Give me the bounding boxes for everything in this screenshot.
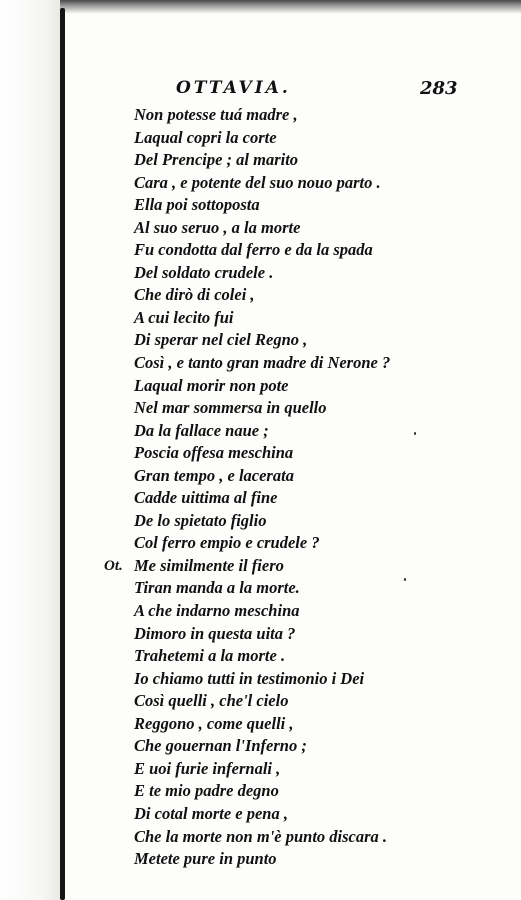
verse-line	[0, 194, 521, 217]
verse-line	[0, 127, 521, 150]
verse-line-text: Reggono , come quelli ,	[134, 713, 294, 733]
verse-line-text: Io chiamo tutti in testimonio i Dei	[134, 668, 365, 688]
verse-line	[0, 713, 521, 736]
verse-line-text: Trahetemi a la morte .	[134, 646, 286, 666]
verse-line-text: Poscia offesa meschina	[134, 443, 294, 463]
verse-line-text: Col ferro empio e crudele ?	[134, 533, 320, 553]
verse-line	[0, 172, 521, 195]
verse-line	[0, 803, 521, 826]
verse-line-text: Gran tempo , e lacerata	[134, 465, 294, 485]
verse-line	[0, 780, 521, 803]
verse-line	[0, 217, 521, 240]
verse-line	[0, 487, 521, 510]
verse-line-text: Fu condotta dal ferro e da la spada	[134, 240, 373, 260]
print-speck	[404, 578, 406, 581]
verse-line-text: Di cotal morte e pena ,	[134, 803, 288, 823]
verse-line	[0, 420, 521, 443]
verse-line-text: Che la morte non m'è punto discara .	[134, 826, 388, 846]
verse-line	[0, 577, 521, 600]
verse-line	[0, 510, 521, 533]
verse-line-text: A cui lecito fui	[134, 307, 234, 327]
verse-line	[0, 555, 521, 578]
verse-line	[0, 329, 521, 352]
verse-line	[0, 735, 521, 758]
verse-line-text: Così quelli , che'l cielo	[134, 691, 289, 711]
verse-line	[0, 307, 521, 330]
print-speck	[414, 432, 416, 435]
verse-line-text: Tiran manda a la morte.	[134, 578, 300, 598]
verse-line	[0, 239, 521, 262]
verse-line	[0, 668, 521, 691]
verse-line	[0, 758, 521, 781]
verse-line-text: A che indarno meschina	[134, 601, 300, 621]
verse-line-text: Cara , e potente del suo nouo parto .	[134, 172, 381, 192]
verse-line-text: Di sperar nel ciel Regno ,	[134, 330, 308, 350]
verse-line	[0, 645, 521, 668]
verse-line-text: Da la fallace naue ;	[134, 420, 269, 440]
verse-line-text: Me similmente il fiero	[134, 555, 284, 575]
verse-line	[0, 826, 521, 849]
verse-line	[0, 397, 521, 420]
verse-line-text: Che gouernan l'Inferno ;	[134, 736, 307, 756]
verse-line-text: Metete pure in punto	[134, 849, 277, 869]
verse-line-text: Dimoro in questa uita ?	[134, 623, 296, 643]
verse-line-text: E te mio padre degno	[134, 781, 279, 801]
page-number: 283	[420, 78, 458, 99]
verse-line	[0, 465, 521, 488]
verse-line-text: E uoi furie infernali ,	[134, 758, 281, 778]
verse-line	[0, 104, 521, 127]
verse-line-text: Così , e tanto gran madre di Nerone ?	[134, 353, 391, 373]
verse-text-block	[0, 104, 521, 871]
verse-line-text: Non potesse tuá madre ,	[134, 105, 298, 124]
verse-line-text: Del Prencipe ; al marito	[134, 150, 299, 170]
verse-line	[0, 375, 521, 398]
verse-line-text: De lo spietato figlio	[134, 510, 267, 530]
verse-line-text: Del soldato crudele .	[134, 262, 274, 282]
verse-line	[0, 149, 521, 172]
verse-line	[0, 600, 521, 623]
verse-line-text: Al suo seruo , a la morte	[134, 217, 301, 237]
verse-line	[0, 284, 521, 307]
verse-line-text: Ella poi sottoposta	[134, 195, 260, 215]
verse-line	[0, 532, 521, 555]
page-top-edge	[0, 0, 521, 14]
verse-line	[0, 848, 521, 871]
verse-line	[0, 352, 521, 375]
verse-line	[0, 262, 521, 285]
verse-line-text: Cadde uittima al fine	[134, 488, 278, 508]
verse-line-text: Laqual morir non pote	[134, 375, 289, 395]
verse-line	[0, 442, 521, 465]
verse-line-text: Laqual copri la corte	[134, 127, 277, 147]
verse-line-text: Che dirò di colei ,	[134, 285, 255, 305]
verse-line-text: Nel mar sommersa in quello	[134, 398, 327, 418]
speaker-label: Ot.	[104, 557, 123, 574]
verse-line	[0, 623, 521, 646]
verse-line	[0, 690, 521, 713]
running-title: OTTAVIA.	[176, 78, 291, 98]
